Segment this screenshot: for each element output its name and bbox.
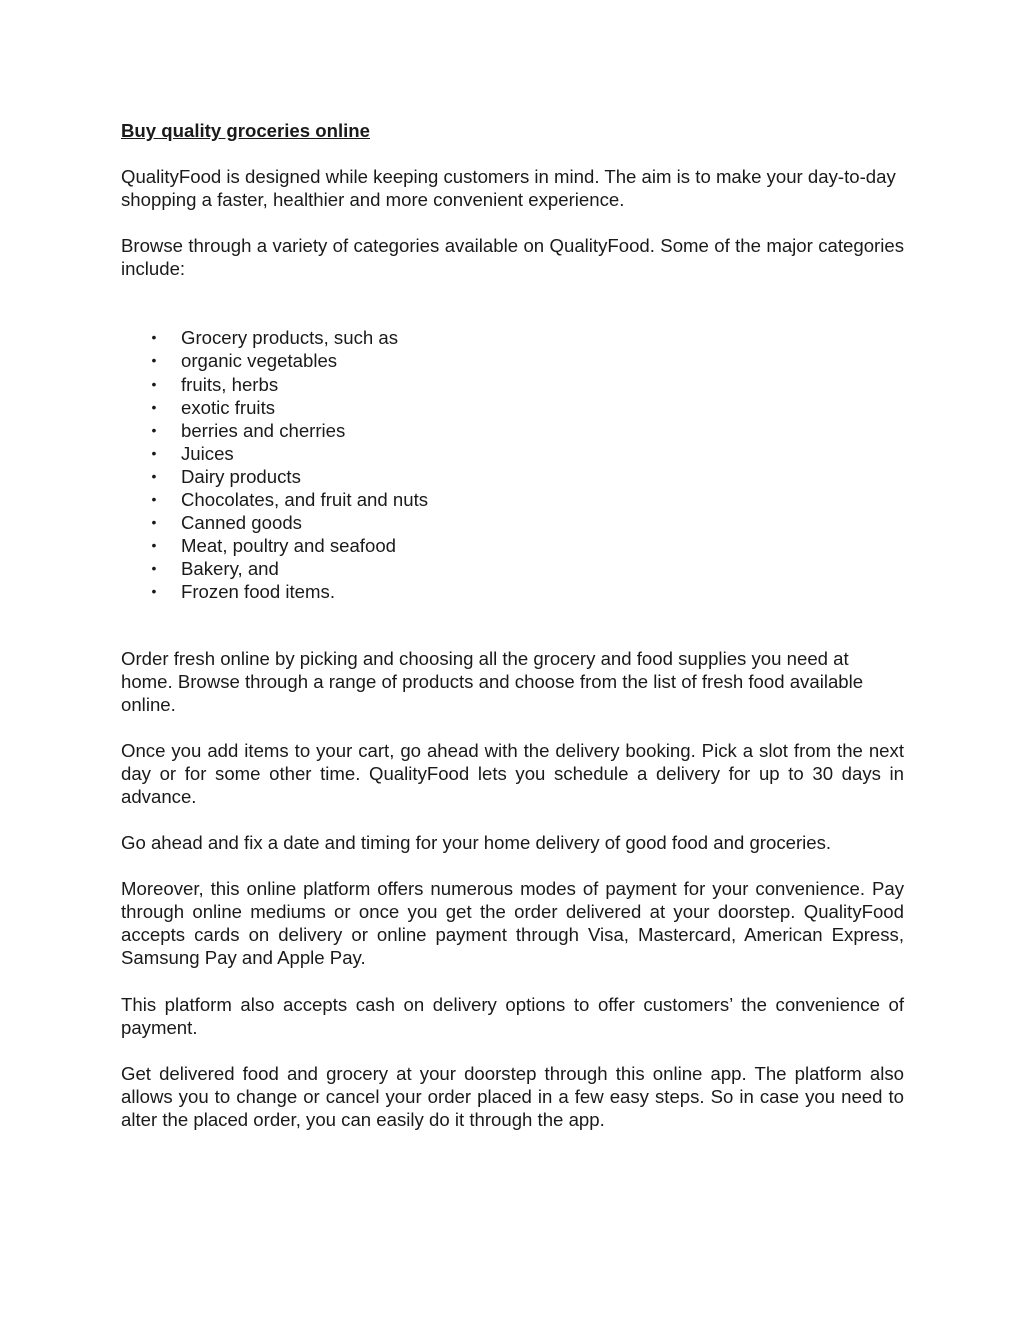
bullet-icon: •	[151, 444, 157, 461]
category-label: Canned goods	[181, 512, 302, 534]
list-item	[121, 534, 904, 557]
bullet-icon: •	[151, 421, 157, 438]
body-paragraph: Go ahead and fix a date and timing for your home delivery of good food and groceries.	[121, 832, 832, 854]
list-item	[121, 373, 904, 396]
list-item	[121, 488, 904, 511]
category-label: organic vegetables	[181, 350, 338, 372]
list-item	[121, 349, 904, 372]
bullet-icon: •	[151, 467, 157, 484]
bullet-icon: •	[151, 537, 157, 554]
list-item	[121, 326, 904, 349]
category-label: Juices	[181, 442, 234, 464]
bullet-icon: •	[151, 375, 157, 392]
body-paragraph: This platform also accepts cash on delivery options to offer customers’ the convenience of payment.	[121, 993, 904, 1038]
category-label: exotic fruits	[181, 396, 276, 418]
bullet-icon: •	[151, 352, 157, 369]
list-item	[121, 557, 904, 580]
category-label: berries and cherries	[181, 419, 346, 441]
list-item	[121, 442, 904, 465]
body-paragraph: Once you add items to your cart, go ahead with the delivery booking. Pick a slot from the next day or for some other time. QualityFood lets you schedule a delivery for up to 30 days in advance.	[121, 739, 904, 807]
list-item	[121, 396, 904, 419]
category-label: Bakery, and	[181, 558, 279, 580]
bullet-icon: •	[151, 398, 157, 415]
document-content	[121, 119, 904, 1154]
bullet-icon: •	[151, 583, 157, 600]
document-title: Buy quality groceries online	[121, 120, 371, 141]
body-paragraph: Moreover, this online platform offers numerous modes of payment for your convenience. Pay through online mediums or once you get the order delivered at your doorstep. QualityFood accepts cards on delivery or online payment through Visa, Mastercard, American Express, Samsung Pay and Apple Pay.	[121, 878, 904, 969]
category-label: Meat, poultry and seafood	[181, 535, 396, 557]
category-label: Chocolates, and fruit and nuts	[181, 489, 429, 511]
bullet-icon: •	[151, 329, 157, 346]
bullet-icon: •	[151, 560, 157, 577]
category-label: Grocery products, such as	[181, 327, 399, 349]
body-paragraph: Get delivered food and grocery at your doorstep through this online app. The platform also allows you to change or cancel your order placed in a few easy steps. So in case you need to alter the placed order, you can easily do it through the app.	[121, 1062, 904, 1130]
category-label: Dairy products	[181, 465, 301, 487]
list-item	[121, 465, 904, 488]
bullet-icon: •	[151, 491, 157, 508]
list-item	[121, 419, 904, 442]
intro-paragraph: Browse through a variety of categories available on QualityFood. Some of the major categories include:	[121, 235, 904, 280]
category-list	[121, 326, 904, 603]
list-item	[121, 511, 904, 534]
body-paragraph: Order fresh online by picking and choosing all the grocery and food supplies you need at home. Browse through a range of products and choose from the list of fresh food available online.	[121, 647, 864, 715]
category-label: fruits, herbs	[181, 373, 279, 395]
list-item	[121, 580, 904, 603]
bullet-icon: •	[151, 514, 157, 531]
category-label: Frozen food items.	[181, 581, 335, 603]
intro-paragraph: QualityFood is designed while keeping customers in mind. The aim is to make your day-to-day shopping a faster, healthier and more convenient experience.	[121, 166, 896, 211]
